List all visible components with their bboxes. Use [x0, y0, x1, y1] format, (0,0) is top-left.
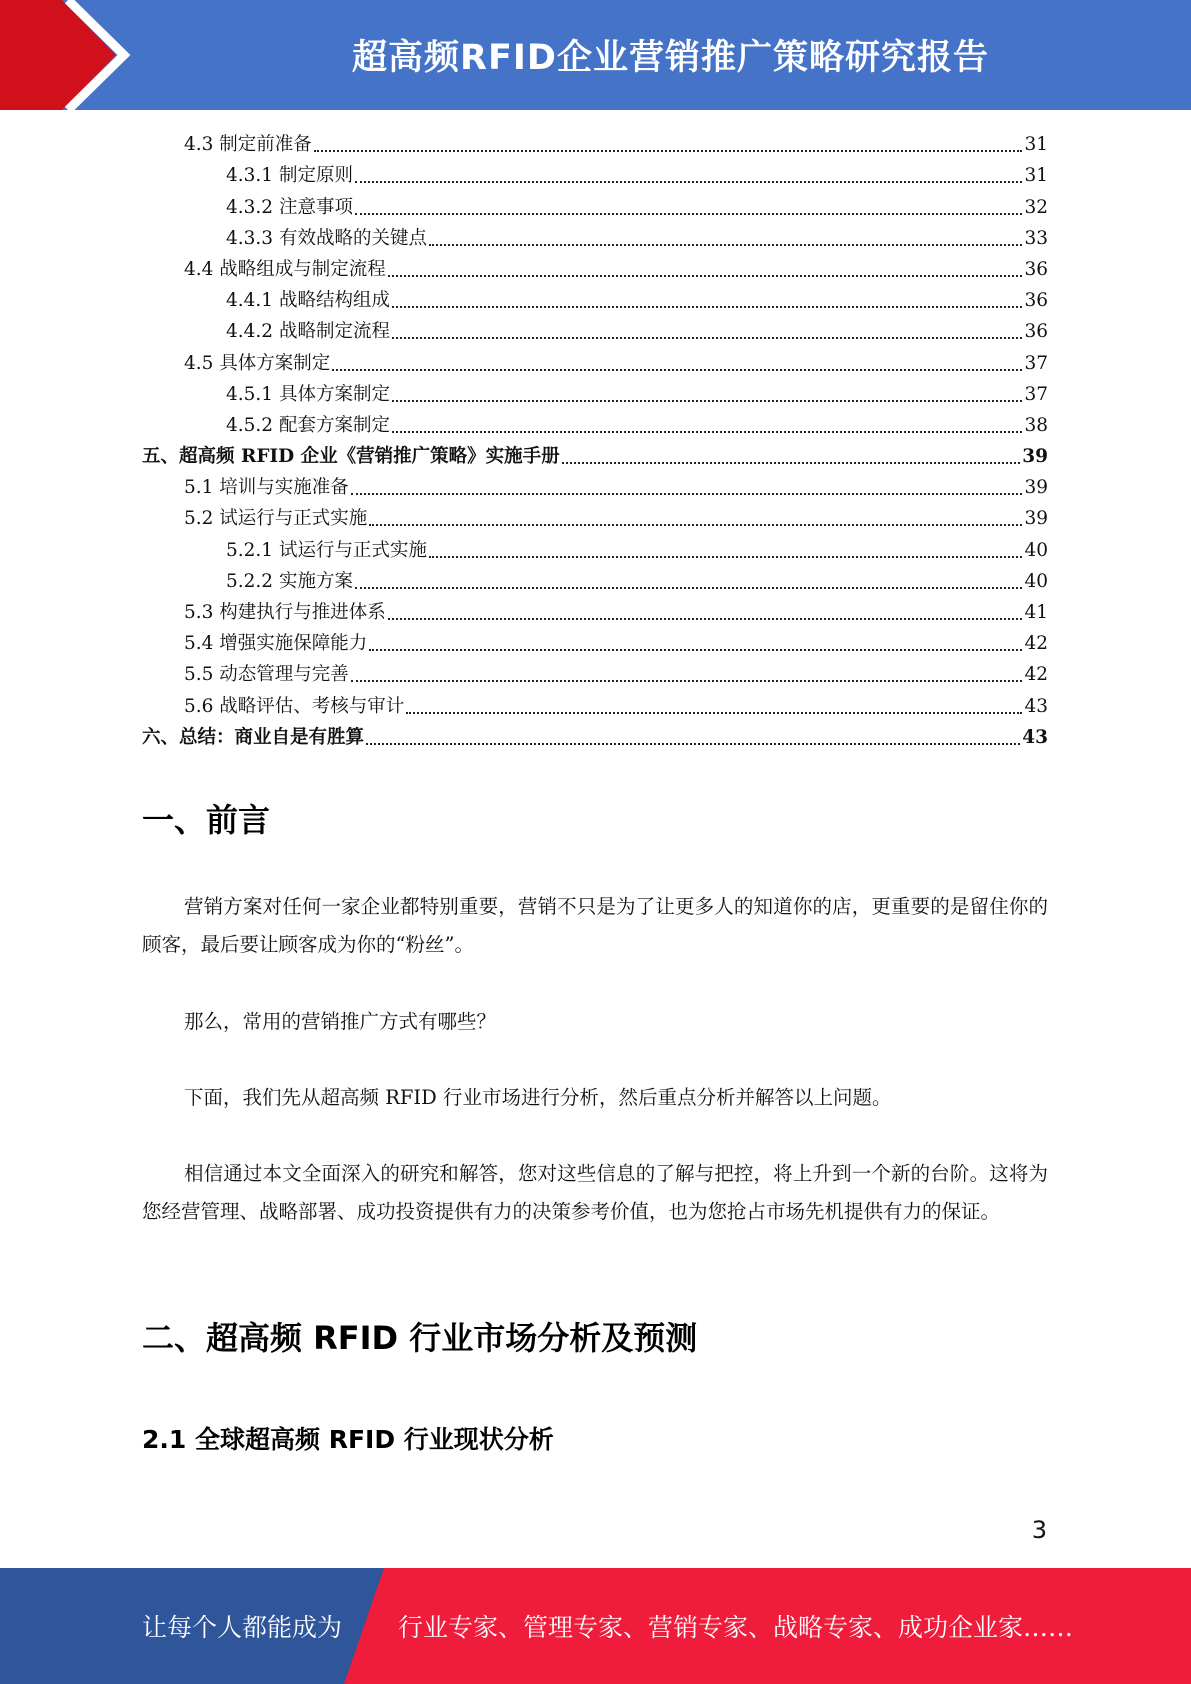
- toc-entry-page: 36: [1024, 290, 1048, 312]
- toc-entry[interactable]: [142, 440, 1048, 471]
- toc-entry[interactable]: [142, 533, 1048, 564]
- toc-entry-page: 33: [1024, 227, 1048, 249]
- toc-dot-leader: [369, 524, 1022, 526]
- toc-entry-label: 5.2 试运行与正式实施: [184, 508, 368, 530]
- toc-dot-leader: [314, 150, 1023, 152]
- toc-entry-label: 4.4.2 战略制定流程: [226, 321, 390, 343]
- toc-entry[interactable]: [142, 471, 1048, 502]
- toc-entry-page: 42: [1024, 664, 1048, 686]
- toc-entry-page: 32: [1024, 196, 1048, 218]
- toc-entry[interactable]: [142, 409, 1048, 440]
- toc-entry[interactable]: [142, 627, 1048, 658]
- footer-slogan-right: 行业专家、管理专家、营销专家、战略专家、成功企业家……: [398, 1613, 1074, 1642]
- preface-paragraph-3: 下面，我们先从超高频 RFID 行业市场进行分析，然后重点分析并解答以上问题。: [184, 1086, 892, 1109]
- toc-entry-label: 5.3 构建执行与推进体系: [184, 602, 386, 623]
- global-status-heading: 2.1 全球超高频 RFID 行业现状分析: [142, 1425, 554, 1454]
- toc-entry-label: 4.5.2 配套方案制定: [226, 414, 390, 436]
- toc-entry[interactable]: [142, 159, 1048, 190]
- toc-dot-leader: [392, 400, 1022, 402]
- page-header: [0, 0, 1191, 110]
- toc-entry-page: 39: [1024, 508, 1048, 530]
- toc-dot-leader: [366, 743, 1020, 745]
- toc-entry-page: 43: [1022, 726, 1048, 748]
- toc-dot-leader: [406, 712, 1022, 714]
- toc-entry-page: 37: [1024, 383, 1048, 405]
- toc-dot-leader: [388, 275, 1023, 277]
- toc-entry[interactable]: [142, 565, 1048, 596]
- toc-entry-page: 40: [1024, 539, 1048, 561]
- toc-entry-label: 5.4 增强实施保障能力: [184, 633, 368, 655]
- toc-entry[interactable]: [142, 346, 1048, 377]
- toc-entry-label: 4.5 具体方案制定: [184, 352, 331, 374]
- page-number: 3: [1031, 1516, 1047, 1544]
- toc-entry[interactable]: [142, 222, 1048, 253]
- toc-entry-label: 4.4.1 战略结构组成: [226, 290, 390, 312]
- toc-dot-leader: [355, 213, 1023, 215]
- preface-paragraph-1: 营销方案对任何一家企业都特别重要，营销不只是为了让更多人的知道你的店，更重要的是留住你的顾客，最后要让顾客成为你的“粉丝”。: [142, 895, 1048, 956]
- toc-entry[interactable]: [142, 502, 1048, 533]
- toc-dot-leader: [392, 306, 1022, 308]
- toc-entry-page: 37: [1024, 352, 1048, 374]
- footer-slogan-left: 让每个人都能成为: [142, 1613, 343, 1642]
- toc-entry-page: 42: [1024, 633, 1048, 655]
- toc-entry-label: 4.3.2 注意事项: [226, 196, 353, 218]
- preface-paragraph-4: 相信通过本文全面深入的研究和解答，您对这些信息的了解与把控，将上升到一个新的台阶。这将为您经营管理、战略部署、成功投资提供有力的决策参考价值，也为您抢占市场先机提供有力的保证。: [142, 1162, 1048, 1223]
- toc-entry-label: 5.2.1 试运行与正式实施: [226, 539, 427, 561]
- toc-entry[interactable]: [142, 128, 1048, 159]
- toc-dot-leader: [392, 337, 1022, 339]
- toc-dot-leader: [351, 680, 1023, 682]
- preface-heading: 一、前言: [142, 801, 271, 839]
- page-footer: [0, 1568, 1191, 1684]
- toc-entry[interactable]: [142, 253, 1048, 284]
- toc-entry-label: 4.3 制定前准备: [184, 134, 312, 156]
- toc-entry[interactable]: [142, 721, 1048, 752]
- toc-dot-leader: [388, 618, 1023, 620]
- toc-entry[interactable]: [142, 378, 1048, 409]
- report-title: 超高频RFID企业营销推广策略研究报告: [352, 38, 989, 78]
- toc-entry[interactable]: [142, 284, 1048, 315]
- market-analysis-heading: 二、超高频 RFID 行业市场分析及预测: [142, 1319, 698, 1357]
- toc-entry-page: 31: [1024, 134, 1048, 156]
- toc-entry-page: 38: [1024, 414, 1048, 436]
- toc-entry-page: 39: [1024, 477, 1048, 499]
- toc-entry-page: 39: [1022, 446, 1048, 468]
- toc-dot-leader: [355, 181, 1023, 183]
- toc-entry-label: 5.5 动态管理与完善: [184, 664, 349, 686]
- toc-dot-leader: [351, 493, 1023, 495]
- toc-entry-label: 六、总结：商业自是有胜算: [142, 726, 365, 748]
- toc-entry[interactable]: [142, 190, 1048, 221]
- toc-entry-label: 五、超高频 RFID 企业《营销推广策略》实施手册: [142, 446, 560, 468]
- toc-dot-leader: [369, 649, 1022, 651]
- toc-entry-page: 43: [1024, 695, 1048, 717]
- toc-dot-leader: [429, 556, 1022, 558]
- preface-paragraph-2: 那么，常用的营销推广方式有哪些？: [184, 1010, 497, 1033]
- toc-entry[interactable]: [142, 689, 1048, 720]
- toc-entry[interactable]: [142, 596, 1048, 627]
- toc-dot-leader: [392, 431, 1022, 433]
- toc-entry-label: 4.4 战略组成与制定流程: [184, 258, 386, 280]
- toc-dot-leader: [332, 369, 1022, 371]
- toc-entry-page: 40: [1024, 570, 1048, 592]
- toc-entry-page: 36: [1024, 258, 1048, 280]
- table-of-contents: [142, 128, 1048, 752]
- toc-entry-label: 5.2.2 实施方案: [226, 570, 353, 592]
- toc-dot-leader: [355, 587, 1023, 589]
- toc-entry-label: 4.3.1 制定原则: [226, 165, 353, 187]
- toc-entry-page: 36: [1024, 321, 1048, 343]
- toc-entry[interactable]: [142, 658, 1048, 689]
- toc-dot-leader: [429, 244, 1022, 246]
- toc-entry-page: 31: [1024, 165, 1048, 187]
- toc-dot-leader: [562, 462, 1021, 464]
- toc-entry-page: 41: [1024, 602, 1048, 623]
- toc-entry[interactable]: [142, 315, 1048, 346]
- toc-entry-label: 5.6 战略评估、考核与审计: [184, 695, 405, 717]
- toc-entry-label: 4.3.3 有效战略的关键点: [226, 227, 427, 249]
- toc-entry-label: 4.5.1 具体方案制定: [226, 383, 390, 405]
- toc-entry-label: 5.1 培训与实施准备: [184, 477, 349, 499]
